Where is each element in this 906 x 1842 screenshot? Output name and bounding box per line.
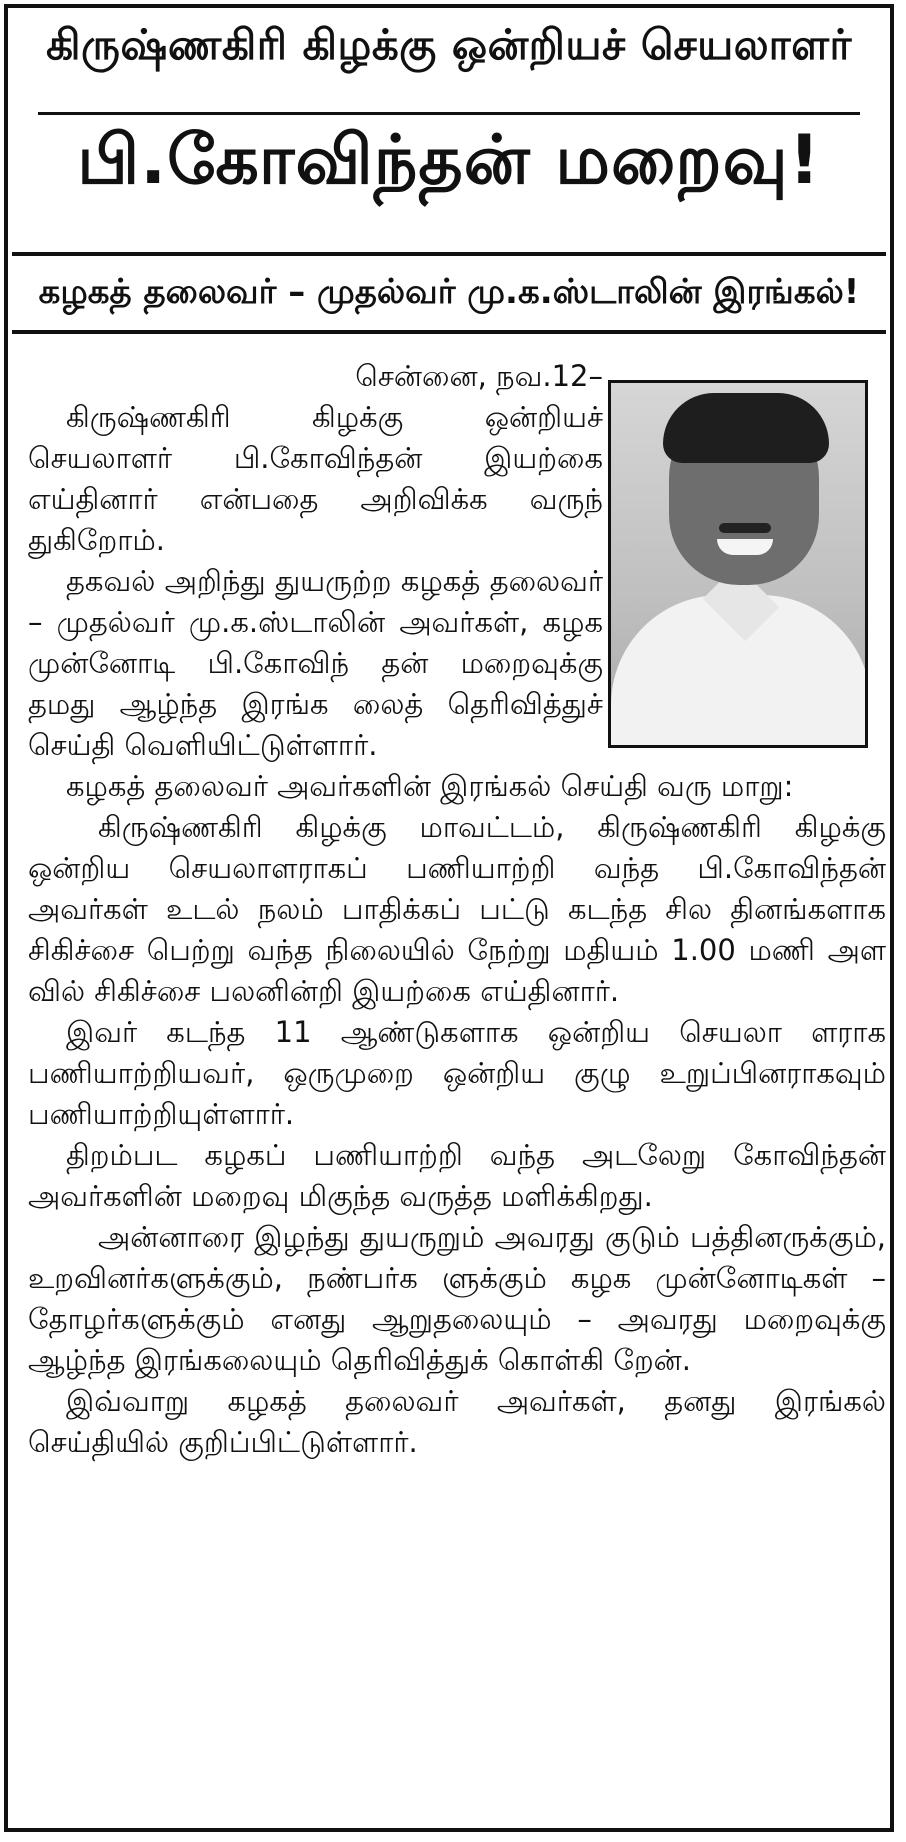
subheadline: கழகத் தலைவர் – முதல்வர் மு.க.ஸ்டாலின் இரங்கல்! — [12, 258, 886, 334]
dateline: சென்னை, நவ.12– — [355, 359, 603, 393]
header-block — [12, 12, 886, 256]
paragraph-4: கிருஷ்ணகிரி கிழக்கு மாவட்டம், கிருஷ்ணகிரி கிழக்கு ஒன்றிய செயலாளராகப் பணியாற்றி வந்த பி.கோவிந்தன் அவர்கள் உடல் நலம் பாதிக்கப் பட்டு கடந்த சில தினங்களாக சிகிச்சை பெற்று வந்த நிலையில் நேற்று மதியம் 1.00 மணி அள வில் சிகிச்சை பலனின்றி இயற்கை எய்தினார். — [28, 810, 886, 1008]
article-body — [28, 356, 886, 1463]
paragraph-6: திறம்பட கழகப் பணியாற்றி வந்த அடலேறு கோவிந்தன் அவர்களின் மறைவு மிகுந்த வருத்த மளிக்கிறது. — [28, 1138, 886, 1213]
paragraph-1: கிருஷ்ணகிரி கிழக்கு ஒன்றியச் செயலாளர் பி.கோவிந்தன் இயற்கை எய்தினார் என்பதை அறிவிக்க வருந் துகிறோம். — [28, 400, 603, 557]
paragraph-8: இவ்வாறு கழகத் தலைவர் அவர்கள், தனது இரங்கல் செய்தியில் குறிப்பிட்டுள்ளார். — [28, 1384, 886, 1459]
headline: பி.கோவிந்தன் மறைவு! — [77, 121, 821, 200]
paragraph-2: தகவல் அறிந்து துயருற்ற கழகத் தலைவர் – முதல்வர் மு.க.ஸ்டாலின் அவர்கள், கழக முன்னோடி பி.கோவிந் தன் மறைவுக்கு தமது ஆழ்ந்த இரங்க லைத் தெரிவித்துச் செய்தி வெளியிட்டுள்ளார். — [28, 564, 603, 762]
clipping-frame — [4, 4, 894, 1832]
paragraph-7: அன்னாரை இழந்து துயருறும் அவரது குடும் பத்தினருக்கும், உறவினர்களுக்கும், நண்பர்க ளுக்கும் கழக முன்னோடிகள் – தோழர்களுக்கும் எனது ஆறுதலையும் – அவரது மறைவுக்கு ஆழ்ந்த இரங்கலையும் தெரிவித்துக் கொள்கி றேன். — [28, 1220, 886, 1377]
kicker-line: கிருஷ்ணகிரி கிழக்கு ஒன்றியச் செயலாளர் — [46, 20, 852, 69]
paragraph-3: கழகத் தலைவர் அவர்களின் இரங்கல் செய்தி வரு மாறு: — [66, 769, 794, 803]
header-divider — [38, 112, 860, 115]
paragraph-5: இவர் கடந்த 11 ஆண்டுகளாக ஒன்றிய செயலா ளராக பணியாற்றியவர், ஒருமுறை ஒன்றிய குழு உறுப்பினராகவும் பணியாற்றியுள்ளார். — [28, 1015, 886, 1131]
